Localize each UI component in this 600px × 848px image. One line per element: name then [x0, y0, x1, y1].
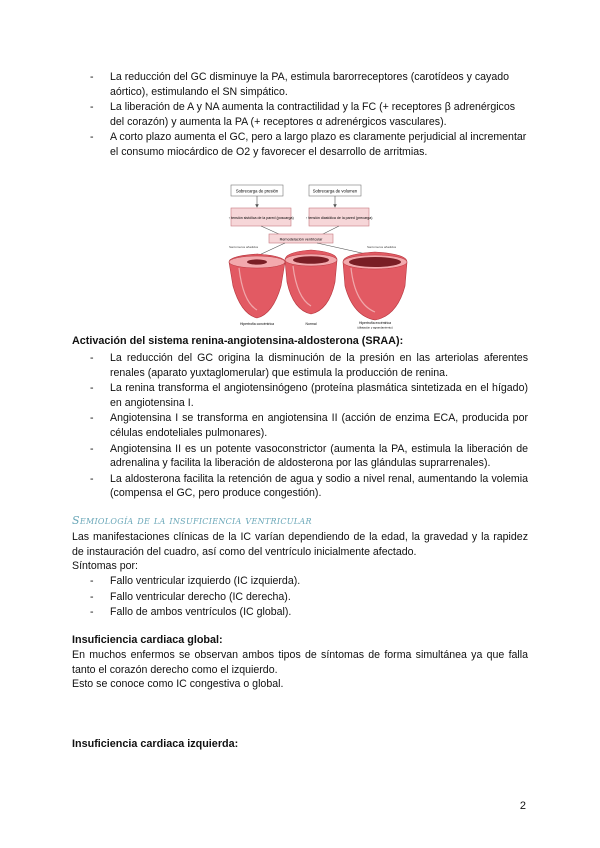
list-item: - La liberación de A y NA aumenta la contractilidad y la FC (+ receptores β adrenérgicos del corazón) y aumenta la PA (+ receptores α adrenérgicos vasculares). [72, 100, 528, 129]
remodeling-label: Remodelación ventricular [279, 237, 323, 242]
ventricular-remodeling-figure [225, 182, 411, 330]
list-item: - Fallo ventricular derecho (IC derecha). [72, 590, 528, 605]
eccentric-heart-illustration [343, 252, 407, 320]
ic-global-text: En muchos enfermos se observan ambos tipos de síntomas de forma simultánea ya que falla tanto el corazón derecho como el izquierdo. [72, 649, 528, 676]
normal-heart-illustration [285, 250, 337, 314]
page-number: 2 [519, 800, 526, 812]
list-item: - La reducción del GC origina la disminución de la presión en las arteriolas aferentes renales (aparato yuxtaglomerular) que estimula la producción de renina. [72, 351, 528, 380]
ic-izquierda-heading: Insuficiencia cardiaca izquierda: [72, 738, 239, 750]
list-item: - Fallo ventricular izquierdo (IC izquierda). [72, 574, 528, 589]
sarcomeres-right-label: Sarcómeros añadidos [367, 245, 397, 249]
semiologia-title: Semiología de la insuficiencia ventricular [72, 514, 312, 527]
ic-global-text-2: Esto se conoce como IC congestiva o global. [72, 678, 284, 690]
normal-caption: Normal [305, 322, 317, 326]
concentric-heart-illustration [229, 254, 285, 318]
sarcomeres-left-label: Sarcómeros añadidos [229, 245, 259, 249]
concentric-caption: Hipertrofia concéntrica [240, 322, 274, 326]
list-item: - La aldosterona facilita la retención de agua y sodio a nivel renal, aumentando la volemia (compensa el GC, pero produce congestión). [72, 472, 528, 501]
symptoms-list [72, 574, 528, 621]
symptoms-label: Síntomas por: [72, 560, 138, 572]
pressure-overload-label: Sobrecarga de presión [235, 188, 279, 194]
semiologia-intro: Las manifestaciones clínicas de la IC varían dependiendo de la edad, la gravedad y la rapidez de instauración del cuadro, así como del ventrículo inicialmente afectado. [72, 531, 528, 558]
diastolic-tension-label: ↑ tensión diastólica de la pared (precarga) [305, 216, 373, 220]
compensation-list [72, 70, 528, 161]
list-item: - Angiotensina II es un potente vasoconstrictor (aumenta la PA, estimula la liberación de adrenalina y facilita la liberación de aldosterona por las glándulas suprarrenales). [72, 442, 528, 471]
list-item: - A corto plazo aumenta el GC, pero a largo plazo es claramente perjudicial al incrementar el consumo miocárdico de O2 y favorecer el desarrollo de arritmias. [72, 130, 528, 159]
list-item: - Fallo de ambos ventrículos (IC global). [72, 605, 528, 620]
list-item: - La reducción del GC disminuye la PA, estimula barorreceptores (carotídeos y cayado aórtico), estimulando el SN simpático. [72, 70, 528, 99]
sraa-list [72, 351, 528, 502]
systolic-tension-label: ↑ tensión sistólica de la pared (poscarga) [228, 216, 294, 220]
sraa-heading: Activación del sistema renina-angiotensina-aldosterona (SRAA): [72, 335, 404, 347]
eccentric-caption-sub: (dilatación y agrandamiento) [357, 325, 393, 330]
list-item: - La renina transforma el angiotensinógeno (proteína plasmática sintetizada en el hígado) en angiotensina I. [72, 381, 528, 410]
list-item: - Angiotensina I se transforma en angiotensina II (acción de enzima ECA, producida por células endoteliales pulmonares). [72, 411, 528, 440]
eccentric-caption: Hipertrofia excéntrica [358, 321, 392, 325]
volume-overload-label: Sobrecarga de volumen [312, 188, 358, 194]
ic-global-heading: Insuficiencia cardiaca global: [72, 634, 223, 646]
